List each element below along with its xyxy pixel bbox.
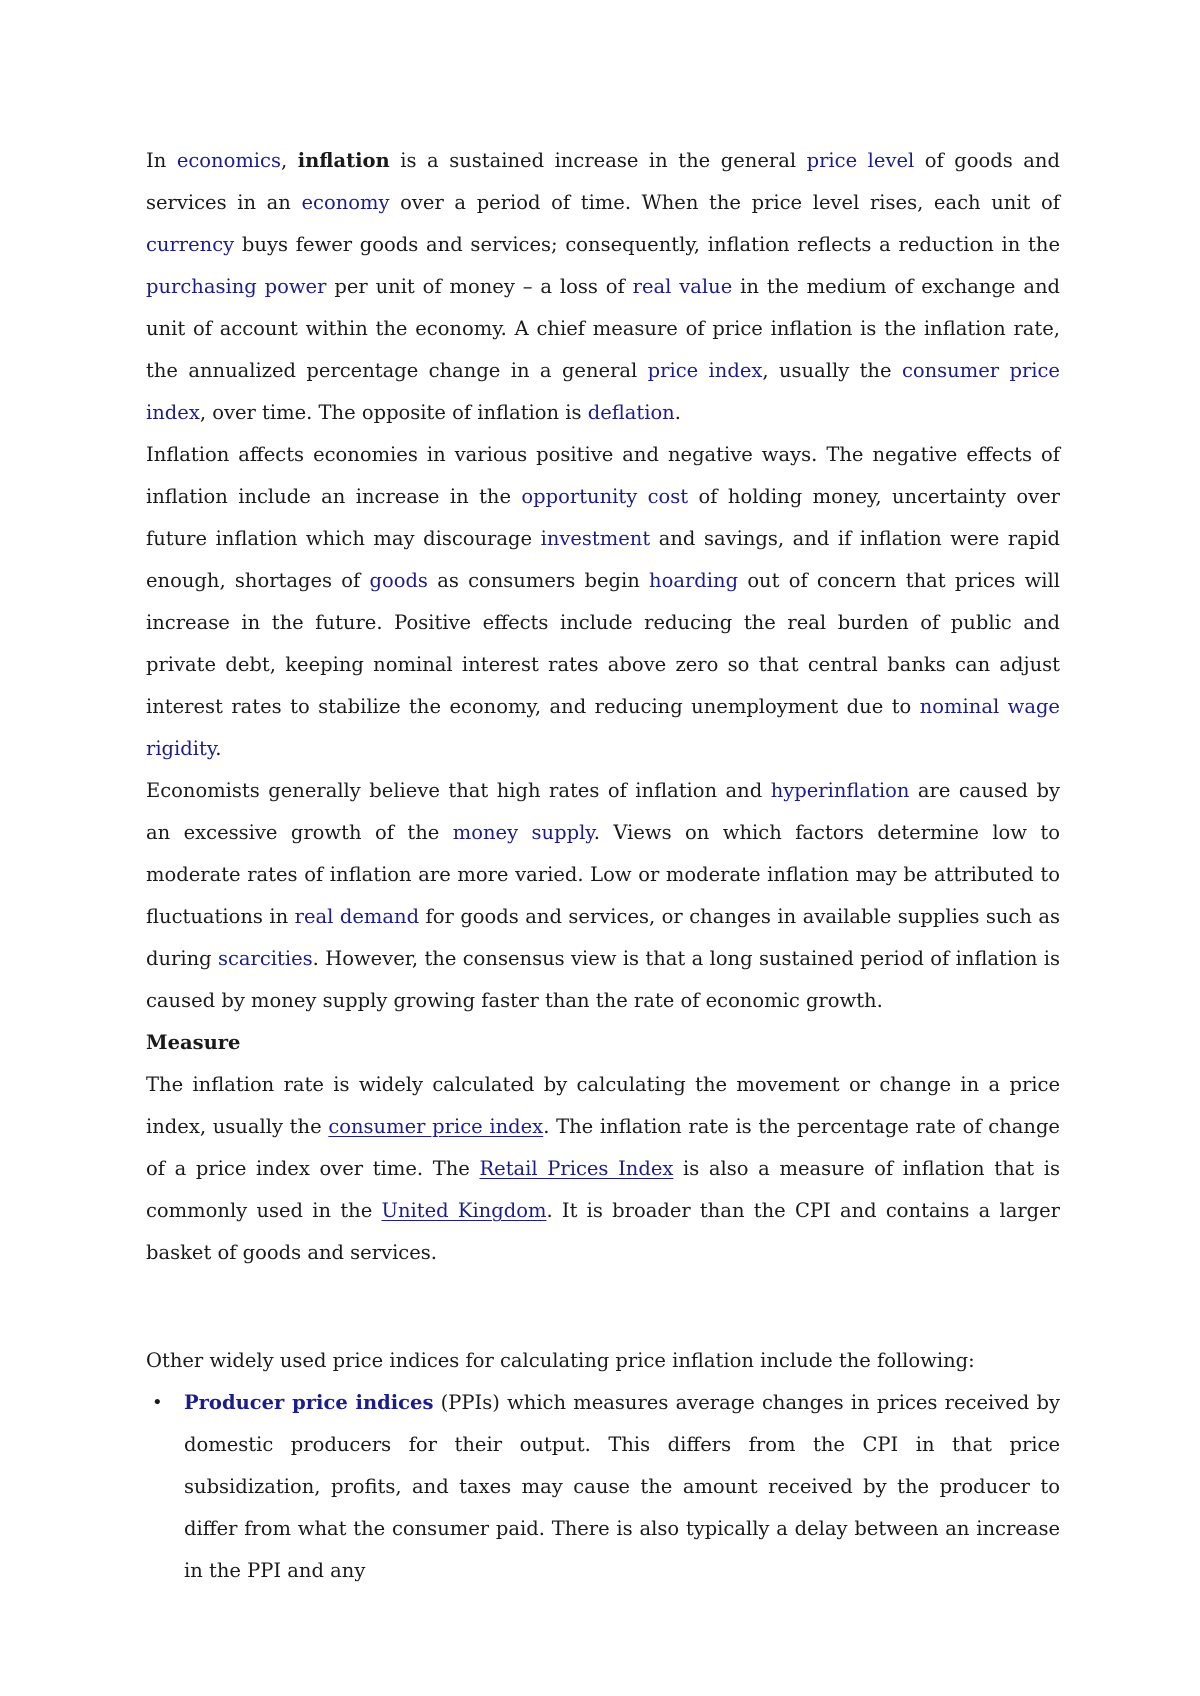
bullet-icon: • — [152, 1392, 163, 1413]
link-price-level[interactable]: price level — [806, 149, 915, 172]
paragraph-causes: Economists generally believe that high rates of inflation and hyperinflation are caused by an excessive growth of the money supply. Views on which factors determine low to moderate rates of inflation are more varied. Low or moderate inflation may be attributed to fluctuations in real demand for goods and services, or changes in available supplies such as during scarcities. However, the consensus view is that a long sustained period of inflation is caused by money supply growing faster than the rate of economic growth. — [146, 779, 1061, 1012]
term-inflation: inflation — [297, 149, 390, 172]
link-united-kingdom[interactable]: United Kingdom — [381, 1199, 547, 1222]
link-investment[interactable]: investment — [540, 527, 651, 550]
paragraph-measure: The inflation rate is widely calculated by calculating the movement or change in a price index, usually the consumer price index. The inflation rate is the percentage rate of change of a price index over time. The Retail Prices Index is also a measure of inflation that is commonly used in the United Kingdom. It is broader than the CPI and contains a larger basket of goods and services. — [146, 1073, 1061, 1264]
paragraph-other-indices: Other widely used price indices for calculating price inflation include the following: — [146, 1349, 975, 1372]
link-economics[interactable]: economics — [176, 149, 281, 172]
link-consumer-price-index-underlined[interactable]: consumer price index — [328, 1115, 544, 1138]
blank-space — [146, 1274, 1060, 1340]
link-money-supply[interactable]: money supply — [452, 821, 594, 844]
document-body — [146, 140, 1060, 1592]
section-heading-measure: Measure — [146, 1031, 241, 1054]
link-opportunity-cost[interactable]: opportunity cost — [521, 485, 689, 508]
link-nominal-wage-rigidity[interactable]: nominal wage rigidity — [146, 695, 1060, 760]
paragraph-intro: In economics, inflation is a sustained increase in the general price level of goods and services in an economy over a period of time. When the price level rises, each unit of currency buys fewer goods and services; consequently, inflation reflects a reduction in the purchasing power per unit of money – a loss of real value in the medium of exchange and unit of account within the economy. A chief measure of price inflation is the inflation rate, the annualized percentage change in a general price index, usually the consumer price index, over time. The opposite of inflation is deflation. — [146, 149, 1061, 424]
link-consumer-price-index[interactable]: consumer price index — [146, 359, 1060, 424]
link-currency[interactable]: currency — [146, 233, 235, 256]
link-real-value[interactable]: real value — [632, 275, 733, 298]
link-producer-price-indices[interactable]: Producer price indices — [184, 1391, 434, 1414]
link-purchasing-power[interactable]: purchasing power — [146, 275, 327, 298]
link-scarcities[interactable]: scarcities — [218, 947, 313, 970]
paragraph-effects: Inflation affects economies in various positive and negative ways. The negative effects of inflation include an increase in the opportunity cost of holding money, uncertainty over future inflation which may discourage investment and savings, and if inflation were rapid enough, shortages of goods as consumers begin hoarding out of concern that prices will increase in the future. Positive effects include reducing the real burden of public and private debt, keeping nominal interest rates above zero so that central banks can adjust interest rates to stabilize the economy, and reducing unemployment due to nominal wage rigidity. — [146, 443, 1061, 760]
link-economy[interactable]: economy — [301, 191, 390, 214]
link-deflation[interactable]: deflation — [587, 401, 675, 424]
link-goods[interactable]: goods — [369, 569, 428, 592]
link-price-index[interactable]: price index — [647, 359, 763, 382]
link-retail-prices-index[interactable]: Retail Prices Index — [479, 1157, 674, 1180]
price-indices-list — [146, 1382, 1060, 1592]
link-real-demand[interactable]: real demand — [294, 905, 420, 928]
list-item: • Producer price indices (PPIs) which measures average changes in prices received by domestic producers for their output. This differs from the CPI in that price subsidization, profits, and taxes may cause the amount received by the producer to differ from what the consumer paid. There is also typically a delay between an increase in the PPI and any — [146, 1382, 1060, 1592]
link-hyperinflation[interactable]: hyperinflation — [770, 779, 910, 802]
link-hoarding[interactable]: hoarding — [649, 569, 739, 592]
